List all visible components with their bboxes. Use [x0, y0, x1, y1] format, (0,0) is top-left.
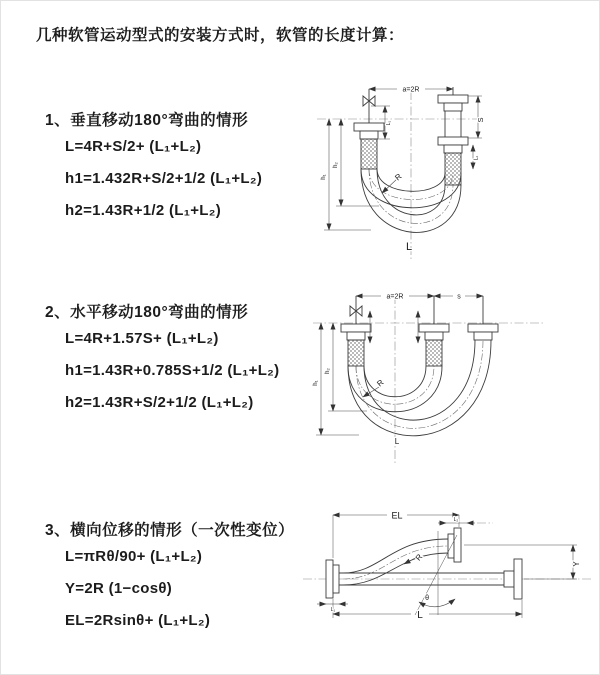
diagram-lateral-displacement — [299, 501, 599, 651]
right-lower-flange-neck — [444, 145, 462, 153]
right-upper-flange — [438, 95, 468, 103]
dim-a-label: a=2R — [386, 293, 404, 301]
diagram-vertical-180-bend — [309, 73, 600, 263]
right-braid — [445, 153, 461, 185]
dim-l1-label: L₁ — [386, 120, 392, 126]
section-2-formula-h1: h1=1.43R+0.785S+1/2 (L₁+L₂) — [65, 362, 280, 379]
right-flange — [468, 324, 498, 332]
dim-l2-label: L₂ — [473, 155, 480, 161]
dim-s-label: S — [476, 117, 485, 123]
section-3-formula-L: L=πRθ/90+ (L₁+L₂) — [65, 548, 203, 565]
section-3-heading: 3、横向位移的情形（一次性变位） — [45, 522, 295, 539]
section-2-formula-L: L=4R+1.57S+ (L₁+L₂) — [65, 330, 219, 347]
left-flange-plate — [326, 560, 333, 598]
left-braid — [361, 139, 377, 169]
section-2-heading: 2、水平移动180°弯曲的情形 — [45, 304, 249, 321]
section-2-formula-h2: h2=1.43R+S/2+1/2 (L₁+L₂) — [65, 394, 254, 411]
right-flange-plate — [514, 559, 522, 599]
left-flange — [354, 123, 384, 131]
dim-l2-label: L₂ — [453, 517, 459, 523]
middle-flange — [419, 324, 449, 332]
dim-y-label: Y — [572, 561, 581, 567]
angle-label: θ — [425, 595, 429, 602]
section-1-formula-h2: h2=1.43R+1/2 (L₁+L₂) — [65, 202, 222, 219]
dim-h2-label: h₂ — [325, 368, 331, 374]
section-3-formula-Y: Y=2R (1−cosθ) — [65, 580, 173, 597]
hose-outer-wide — [348, 340, 491, 436]
left-flange-neck — [333, 565, 339, 593]
page-title: 几种软管运动型式的安装方式时，软管的长度计算： — [36, 27, 405, 44]
dim-s-label: s — [457, 293, 461, 301]
middle-flange-neck — [425, 332, 443, 340]
hose-centerline — [343, 546, 448, 579]
dim-l1-label: L₁ — [330, 607, 336, 613]
length-label: L — [405, 241, 413, 253]
radius-label: R — [375, 377, 386, 389]
left-flange-neck — [347, 332, 365, 340]
dim-el-label: EL — [391, 510, 403, 521]
diagram-horizontal-180-bend — [307, 283, 600, 471]
left-braid — [348, 340, 364, 366]
section-1-formula-h1: h1=1.432R+S/2+1/2 (L₁+L₂) — [65, 170, 263, 187]
upper-flange-plate — [454, 528, 461, 562]
radius-label: R — [393, 171, 404, 183]
dim-h1-label: h₁ — [313, 380, 319, 386]
right-flange-neck — [504, 571, 514, 587]
radius-label: R — [413, 552, 425, 563]
length-label: L — [394, 437, 400, 446]
dim-a-label: a=2R — [402, 86, 420, 94]
hose-bottom-wall — [343, 553, 448, 585]
middle-braid — [426, 340, 442, 366]
section-3-formula-EL: EL=2Rsinθ+ (L₁+L₂) — [65, 612, 211, 629]
right-flange-neck — [474, 332, 492, 340]
right-lower-flange — [438, 137, 468, 145]
right-upper-flange-neck — [444, 103, 462, 111]
dim-h1-label: h₁ — [321, 174, 327, 180]
dim-h2-label: h₂ — [333, 162, 339, 168]
radius-leader — [382, 179, 397, 193]
left-flange-neck — [360, 131, 378, 139]
section-1-heading: 1、垂直移动180°弯曲的情形 — [45, 112, 249, 129]
left-flange — [341, 324, 371, 332]
section-1-formula-L: L=4R+S/2+ (L₁+L₂) — [65, 138, 202, 155]
dim-l-label: L — [417, 610, 423, 621]
